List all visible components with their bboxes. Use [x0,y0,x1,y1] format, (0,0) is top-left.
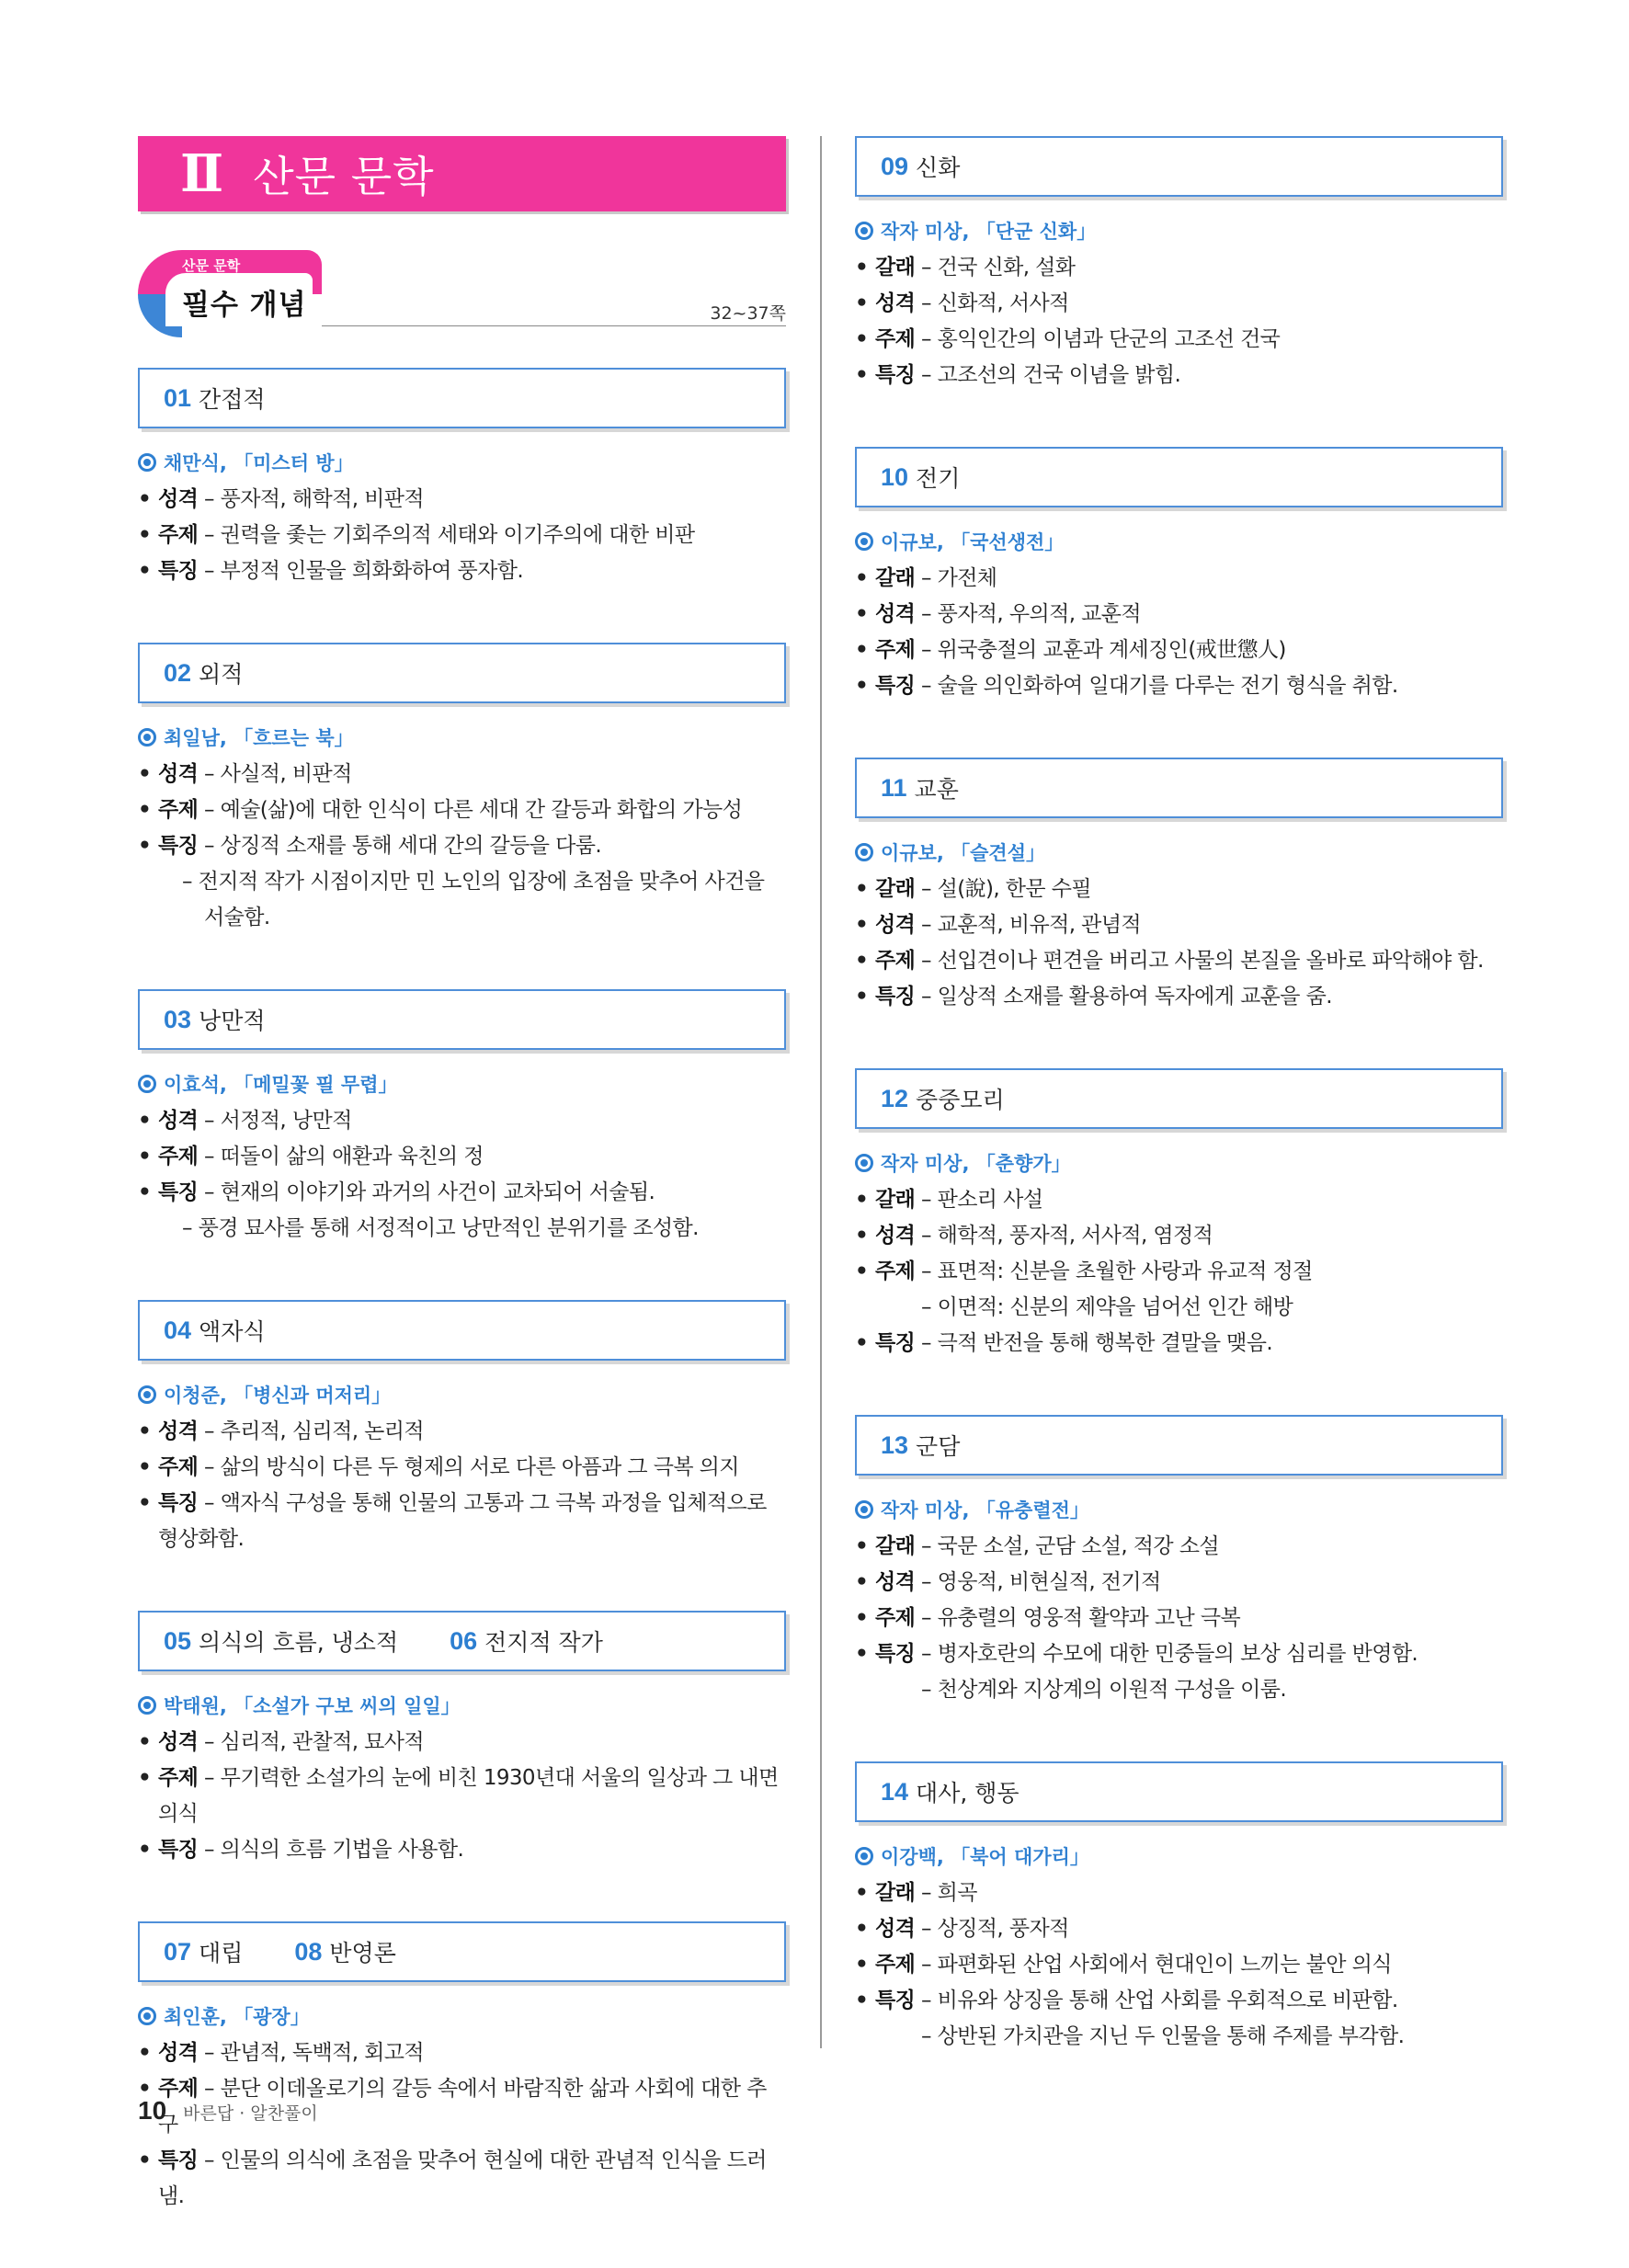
topic-box [138,989,786,1050]
circle-bullet-icon [855,1847,873,1865]
item-text: – 의식의 흐름 기법을 사용함. [198,1838,464,1862]
topic-label: 간접적 [199,386,266,413]
item-key: 주제 [158,523,199,547]
item-text: – 표면적: 신분을 초월한 사랑과 유교적 정절 [915,1259,1313,1283]
topic-label: 외적 [199,661,244,688]
bullet-item [855,322,1503,358]
concept-section [138,368,786,589]
topic-box [138,1300,786,1361]
bullet-item [855,1529,1503,1565]
item-key: 특징 [875,363,916,387]
item-key: 성격 [875,1570,916,1594]
item-key: 주제 [158,1145,199,1168]
item-key: 성격 [875,1917,916,1941]
topic-box [855,1415,1503,1476]
item-key: 주제 [875,1953,916,1977]
item-text: – 인물의 의식에 초점을 맞추어 현실에 대한 관념적 인식을 드러냄. [158,2148,767,2208]
topic-label: 대사, 행동 [916,1780,1020,1806]
item-key: 특징 [875,674,916,698]
topic-number: 09 [881,152,909,180]
item-key: 특징 [158,559,199,583]
topic-number-2: 06 [450,1626,478,1655]
chapter-title: 산문 문학 [253,152,435,201]
left-column [138,136,786,2268]
item-text: – 술을 의인화하여 일대기를 다루는 전기 형식을 취함. [915,674,1398,698]
bullet-dot: • [138,1419,152,1443]
bullet-dot: • [855,1188,869,1212]
bullet-dot: • [855,1953,869,1977]
work-title [855,217,1503,245]
topic-label: 낭만적 [199,1008,266,1034]
item-text: – 풍자적, 해학적, 비판적 [198,487,424,511]
topic-box [138,1611,786,1671]
bullet-item [138,518,786,553]
concept-section [138,643,786,936]
bullet-dot: • [855,913,869,937]
item-text: – 권력을 좇는 기회주의적 세태와 이기주의에 대한 비판 [198,523,695,547]
topic-label-2: 반영론 [329,1940,396,1966]
topic-number: 03 [164,1005,192,1033]
topic-box [855,1761,1503,1822]
item-key: 갈래 [875,256,916,279]
concept-header [138,250,786,342]
item-text: – 사실적, 비판적 [198,762,352,786]
bullet-dot: • [138,1766,152,1790]
topic-number: 01 [164,383,192,412]
sub-item: – 천상계와 지상계의 이원적 구성을 이룸. [921,1678,1287,1702]
work-title [138,724,786,751]
bullet-item [855,1875,1503,1911]
circle-bullet-icon [138,728,156,747]
item-key: 성격 [158,1730,199,1754]
item-text: – 병자호란의 수모에 대한 민중들의 보상 심리를 반영함. [915,1642,1418,1666]
item-text: – 판소리 사설 [915,1188,1043,1212]
bullet-dot: • [855,566,869,590]
item-text: – 선입견이나 편견을 버리고 사물의 본질을 올바로 파악해야 함. [915,949,1484,973]
item-text: – 건국 신화, 설화 [915,256,1076,279]
topic-label: 중중모리 [916,1087,1005,1113]
bullet-dot: • [855,256,869,279]
concept-section [855,758,1503,1015]
topic-label: 전기 [916,465,961,492]
bullet-item [138,1450,786,1486]
topic-box [138,368,786,428]
concept-section [138,989,786,1247]
work-title [855,838,1503,866]
bullet-item [855,1254,1503,1290]
item-text: – 액자식 구성을 통해 인물의 고통과 그 극복 과정을 입체적으로 형상화함. [158,1491,767,1551]
bullet-item [855,1218,1503,1254]
bullet-dot: • [855,291,869,315]
item-text: – 교훈적, 비유적, 관념적 [915,913,1141,937]
bullet-dot: • [855,1570,869,1594]
topic-number: 10 [881,462,909,491]
work-title [138,449,786,476]
bullet-item [138,1725,786,1761]
circle-bullet-icon [855,222,873,240]
bullet-dot: • [138,1730,152,1754]
item-key: 특징 [875,1642,916,1666]
work-title [138,2002,786,2030]
bullet-item [855,979,1503,1015]
bullet-dot: • [138,834,152,858]
bullet-dot: • [855,674,869,698]
topic-box [138,643,786,703]
item-text: – 위국충절의 교훈과 계세징인(戒世懲人) [915,638,1286,662]
bullet-item [855,1636,1503,1672]
bullet-item [855,668,1503,704]
item-key: 주제 [875,327,916,351]
work-title [138,1381,786,1408]
work-name: 이규보, 「슬견설」 [881,842,1046,864]
topic-number: 05 [164,1626,192,1655]
work-name: 작자 미상, 「단군 신화」 [881,221,1097,243]
bullet-dot: • [855,1259,869,1283]
item-text: – 유충렬의 영웅적 활약과 고난 극복 [915,1606,1241,1630]
bullet-dot: • [138,2077,152,2101]
bullet-item [138,1103,786,1139]
concept-title: 필수 개념 [182,289,307,322]
item-key: 주제 [158,1455,199,1479]
topic-box [855,136,1503,197]
circle-bullet-icon [855,1154,873,1172]
item-text: – 설(說), 한문 수필 [915,877,1091,901]
item-key: 주제 [158,2077,199,2101]
item-text: – 분단 이데올로기의 갈등 속에서 바람직한 삶과 사회에 대한 추구 [158,2077,767,2137]
work-name: 작자 미상, 「춘향가」 [881,1153,1071,1175]
item-text: – 심리적, 관찰적, 묘사적 [198,1730,424,1754]
bullet-item [855,561,1503,597]
item-text: – 상징적 소재를 통해 세대 간의 갈등을 다룸. [198,834,602,858]
topic-number: 12 [881,1084,909,1112]
item-text: – 부정적 인물을 희화화하여 풍자함. [198,559,524,583]
item-key: 성격 [875,913,916,937]
item-key: 주제 [875,1259,916,1283]
item-text: – 극적 반전을 통해 행복한 결말을 맺음. [915,1331,1273,1355]
sub-item: – 상반된 가치관을 지닌 두 인물을 통해 주제를 부각함. [921,2024,1405,2048]
bullet-dot: • [855,1224,869,1248]
work-name: 이규보, 「국선생전」 [881,531,1065,553]
right-column [855,136,1503,2108]
bullet-item [138,828,786,864]
item-text: – 파편화된 산업 사회에서 현대인이 느끼는 불안 의식 [915,1953,1392,1977]
bullet-item [855,358,1503,393]
item-key: 갈래 [875,1881,916,1905]
circle-bullet-icon [138,1385,156,1404]
item-text: – 홍익인간의 이념과 단군의 고조선 건국 [915,327,1281,351]
item-key: 성격 [158,762,199,786]
chapter-number: Ⅱ [180,143,222,204]
work-name: 이강백, 「북어 대가리」 [881,1846,1089,1868]
bullet-dot: • [855,602,869,626]
bullet-item [138,1761,786,1832]
bullet-item [855,1983,1503,2019]
item-key: 주제 [158,798,199,822]
bullet-item [855,1182,1503,1218]
bullet-item [138,792,786,828]
item-key: 특징 [875,1989,916,2012]
bullet-dot: • [138,487,152,511]
item-text: – 추리적, 심리적, 논리적 [198,1419,424,1443]
item-key: 주제 [875,949,916,973]
bullet-item [855,633,1503,668]
bullet-item [855,1565,1503,1601]
concept-section [855,447,1503,704]
item-text: – 삶의 방식이 다른 두 형제의 서로 다른 아픔과 그 극복 의지 [198,1455,739,1479]
bullet-item [138,553,786,589]
bullet-item [138,482,786,518]
left-sections [138,368,786,2215]
circle-bullet-icon [138,1696,156,1715]
bullet-item [138,2035,786,2071]
bullet-dot: • [855,1606,869,1630]
item-text: – 가전체 [915,566,997,590]
topic-number: 14 [881,1777,909,1806]
bullet-dot: • [138,559,152,583]
item-key: 성격 [158,2041,199,2065]
bullet-dot: • [138,1491,152,1515]
item-key: 특징 [158,1838,199,1862]
topic-number-2: 08 [294,1937,323,1966]
sub-item: – 풍경 묘사를 통해 서정적이고 낭만적인 분위기를 조성함. [182,1216,699,1240]
item-key: 갈래 [875,566,916,590]
work-name: 이청준, 「병신과 머저리」 [164,1385,392,1407]
bullet-dot: • [855,1331,869,1355]
bullet-item [855,943,1503,979]
item-key: 성격 [875,602,916,626]
concept-section [138,1611,786,1868]
bullet-dot: • [138,1838,152,1862]
bullet-dot: • [855,949,869,973]
work-title [138,1070,786,1098]
concept-section [855,1761,1503,2055]
bullet-item [855,1326,1503,1362]
concept-section [855,1068,1503,1362]
bullet-item [855,597,1503,633]
item-text: – 떠돌이 삶의 애환과 육친의 정 [198,1145,484,1168]
bullet-item [855,1601,1503,1636]
work-name: 최일남, 「흐르는 북」 [164,727,354,749]
page-reference: 32~37쪽 [710,303,786,324]
item-text: – 관념적, 독백적, 회고적 [198,2041,424,2065]
item-key: 특징 [158,2148,199,2172]
bullet-dot: • [855,363,869,387]
concept-subtitle: 산문 문학 [182,257,241,274]
bullet-item [138,757,786,792]
circle-bullet-icon [855,532,873,551]
work-title [855,1149,1503,1177]
circle-bullet-icon [138,453,156,472]
bullet-dot: • [138,2148,152,2172]
item-key: 주제 [875,638,916,662]
item-text: – 서정적, 낭만적 [198,1109,352,1133]
topic-number: 07 [164,1937,192,1966]
work-name: 박태원, 「소설가 구보 씨의 일일」 [164,1695,461,1717]
item-key: 특징 [875,1331,916,1355]
bullet-item [855,872,1503,907]
item-key: 성격 [158,1419,199,1443]
item-key: 특징 [158,1491,199,1515]
item-text: – 국문 소설, 군담 소설, 적강 소설 [915,1534,1219,1558]
item-key: 갈래 [875,877,916,901]
bullet-dot: • [138,1180,152,1204]
bullet-dot: • [855,327,869,351]
item-key: 성격 [875,1224,916,1248]
topic-number: 13 [881,1430,909,1459]
bullet-item [138,1414,786,1450]
item-text: – 희곡 [915,1881,977,1905]
bullet-dot: • [855,1642,869,1666]
topic-box [855,447,1503,507]
bullet-dot: • [855,638,869,662]
concept-underline [322,325,786,326]
topic-number: 11 [881,773,907,802]
item-text: – 풍자적, 우의적, 교훈적 [915,602,1141,626]
topic-label: 신화 [916,154,961,181]
work-title [855,1496,1503,1523]
item-key: 주제 [158,1766,199,1790]
item-key: 갈래 [875,1534,916,1558]
item-key: 갈래 [875,1188,916,1212]
concept-section [855,136,1503,393]
bullet-item [855,286,1503,322]
work-title [855,1842,1503,1870]
concept-section [855,1415,1503,1708]
bullet-dot: • [138,798,152,822]
topic-box [138,1921,786,1982]
item-text: – 해학적, 풍자적, 서사적, 염정적 [915,1224,1213,1248]
item-text: – 일상적 소재를 활용하여 독자에게 교훈을 줌. [915,985,1332,1009]
chapter-banner [138,136,786,211]
bullet-item [138,2143,786,2215]
bullet-item [855,1947,1503,1983]
bullet-item [138,1486,786,1557]
page-footer [138,2096,318,2126]
circle-bullet-icon [138,1075,156,1093]
work-title [138,1692,786,1719]
bullet-item [138,1139,786,1175]
topic-label: 액자식 [199,1318,266,1345]
item-key: 특징 [875,985,916,1009]
topic-label: 군담 [916,1433,961,1460]
sub-item: – 이면적: 신분의 제약을 넘어선 인간 해방 [921,1295,1293,1319]
item-text: – 신화적, 서사적 [915,291,1069,315]
bullet-dot: • [855,1881,869,1905]
topic-label: 의식의 흐름, 냉소적 [199,1629,399,1656]
topic-number: 02 [164,658,192,687]
circle-bullet-icon [855,843,873,861]
bullet-dot: • [855,1534,869,1558]
bullet-dot: • [138,1109,152,1133]
column-divider [820,136,822,2048]
topic-box [855,758,1503,818]
item-key: 특징 [158,1180,199,1204]
bullet-dot: • [138,2041,152,2065]
item-text: – 무기력한 소설가의 눈에 비친 1930년대 서울의 일상과 그 내면 의식 [158,1766,779,1826]
topic-label-2: 전지적 작가 [484,1629,603,1656]
bullet-dot: • [855,877,869,901]
concept-section [138,1921,786,2215]
item-key: 성격 [158,487,199,511]
topic-label: 대립 [199,1940,244,1966]
item-key: 성격 [875,291,916,315]
book-title: 바른답 · 알찬풀이 [183,2103,318,2124]
bullet-dot: • [855,1989,869,2012]
bullet-dot: • [138,1455,152,1479]
work-title [855,528,1503,555]
right-sections [855,136,1503,2055]
item-text: – 고조선의 건국 이념을 밝힘. [915,363,1181,387]
item-key: 특징 [158,834,199,858]
work-name: 작자 미상, 「유충렬전」 [881,1499,1089,1521]
work-name: 채만식, 「미스터 방」 [164,452,354,474]
bullet-item [855,250,1503,286]
bullet-dot: • [138,523,152,547]
bullet-item [138,1175,786,1211]
item-text: – 현재의 이야기와 과거의 사건이 교차되어 서술됨. [198,1180,655,1204]
topic-box [855,1068,1503,1129]
item-text: – 상징적, 풍자적 [915,1917,1069,1941]
bullet-item [855,1911,1503,1947]
item-text: – 예술(삶)에 대한 인식이 다른 세대 간 갈등과 화합의 가능성 [198,798,743,822]
item-key: 성격 [158,1109,199,1133]
topic-label: 교훈 [914,776,959,803]
bullet-dot: • [855,985,869,1009]
concept-section [138,1300,786,1557]
bullet-dot: • [138,1145,152,1168]
item-text: – 비유와 상징을 통해 산업 사회를 우회적으로 비판함. [915,1989,1398,2012]
work-name: 최인훈, 「광장」 [164,2006,310,2028]
item-text: – 영웅적, 비현실적, 전기적 [915,1570,1161,1594]
bullet-item [138,1832,786,1868]
page-number: 10 [138,2096,167,2125]
topic-number: 04 [164,1316,192,1344]
bullet-dot: • [138,762,152,786]
circle-bullet-icon [138,2007,156,2025]
bullet-dot: • [855,1917,869,1941]
work-name: 이효석, 「메밀꽃 필 무렵」 [164,1074,398,1096]
item-key: 주제 [875,1606,916,1630]
sub-item: – 전지적 작가 시점이지만 민 노인의 입장에 초점을 맞추어 사건을 서술함. [182,870,765,929]
circle-bullet-icon [855,1500,873,1519]
bullet-item [855,907,1503,943]
